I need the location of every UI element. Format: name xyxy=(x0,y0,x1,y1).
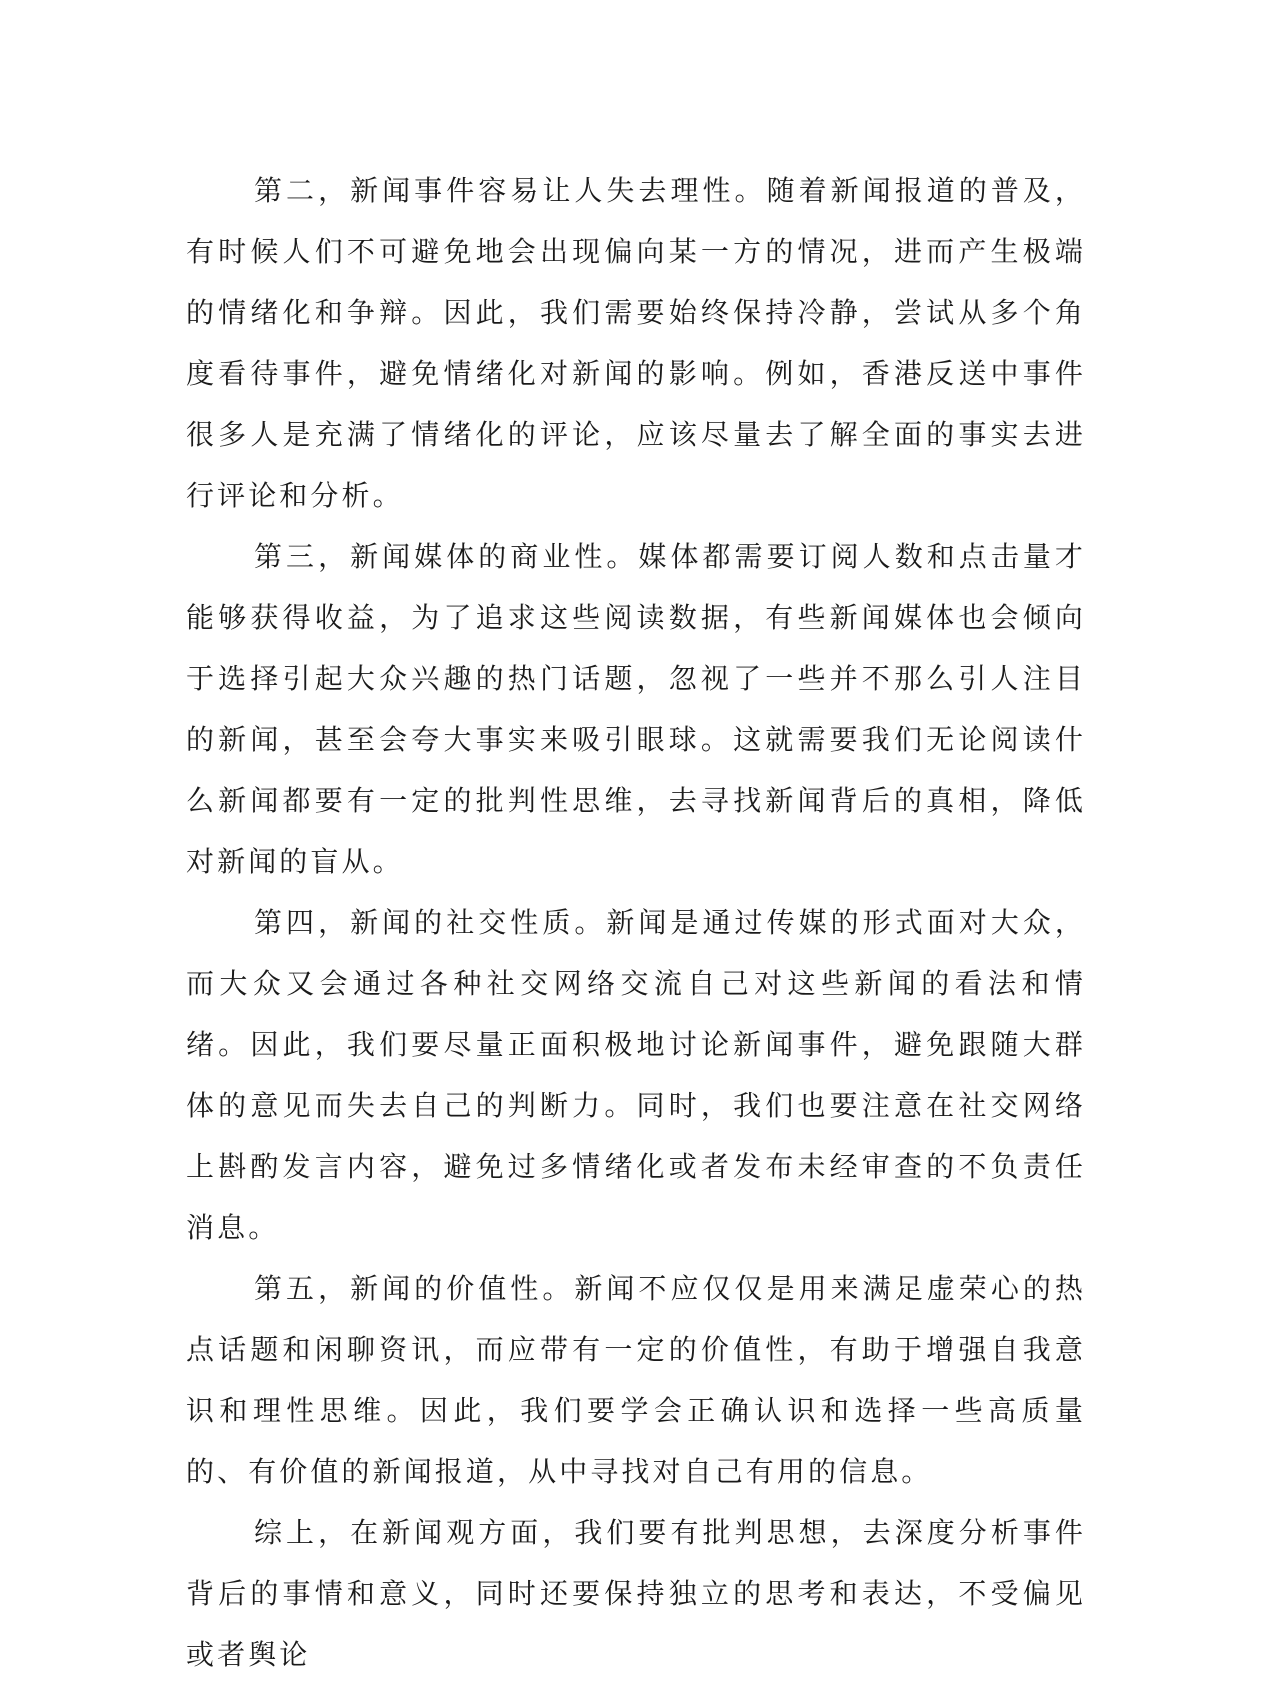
paragraph-fifth-point: 第五，新闻的价值性。新闻不应仅仅是用来满足虚荣心的热点话题和闲聊资讯，而应带有一定的价值性，有助于增强自我意识和理性思维。因此，我们要学会正确认识和选择一些高质量的、有价值的新闻报道，从中寻找对自己有用的信息。 xyxy=(186,1272,1086,1488)
paragraph-third-point: 第三，新闻媒体的商业性。媒体都需要订阅人数和点击量才能够获得收益，为了追求这些阅读数据，有些新闻媒体也会倾向于选择引起大众兴趣的热门话题，忽视了一些并不那么引人注目的新闻，甚至会夸大事实来吸引眼球。这就需要我们无论阅读什么新闻都要有一定的批判性思维，去寻找新闻背后的真相，降低对新闻的盲从。 xyxy=(186,540,1086,878)
paragraph-second-point: 第二，新闻事件容易让人失去理性。随着新闻报道的普及，有时候人们不可避免地会出现偏向某一方的情况，进而产生极端的情绪化和争辩。因此，我们需要始终保持冷静，尝试从多个角度看待事件，避免情绪化对新闻的影响。例如，香港反送中事件很多人是充满了情绪化的评论，应该尽量去了解全面的事实去进行评论和分析。 xyxy=(186,174,1086,512)
paragraph-fourth-point: 第四，新闻的社交性质。新闻是通过传媒的形式面对大众，而大众又会通过各种社交网络交流自己对这些新闻的看法和情绪。因此，我们要尽量正面积极地讨论新闻事件，避免跟随大群体的意见而失去自己的判断力。同时，我们也要注意在社交网络上斟酌发言内容，避免过多情绪化或者发布未经审查的不负责任消息。 xyxy=(186,906,1086,1244)
paragraph-conclusion: 综上，在新闻观方面，我们要有批判思想，去深度分析事件背后的事情和意义，同时还要保持独立的思考和表达，不受偏见或者舆论 xyxy=(186,1516,1086,1671)
document-body xyxy=(186,160,1086,1685)
